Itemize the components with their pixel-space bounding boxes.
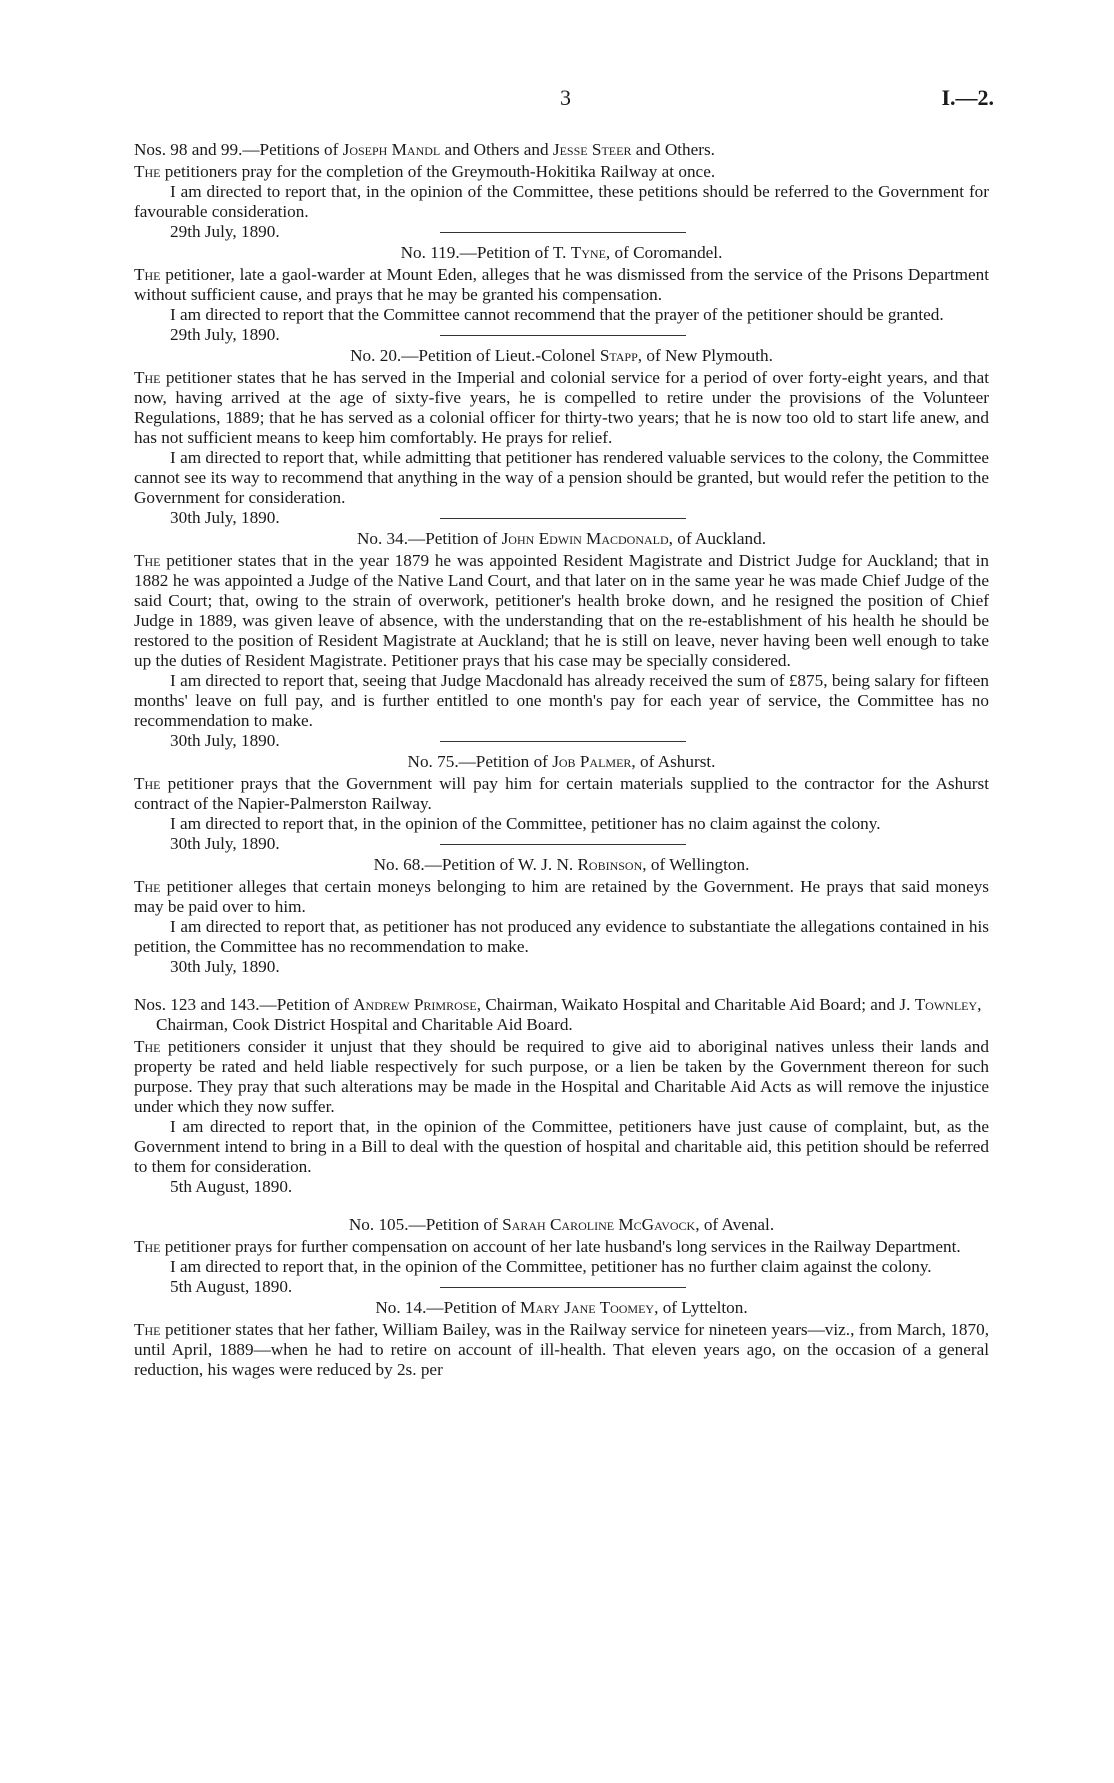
- title-text: , of Ashurst.: [631, 752, 716, 771]
- title-text: No. 34.—Petition of: [356, 529, 502, 548]
- petition-section: [134, 1298, 989, 1380]
- petition-statement: The petitioner states that her father, William Bailey, was in the Railway service for nineteen years—viz., from March, 1870, until April, 1889—when he had to retire on account of ill-health. That eleven years ago, on the occasion of a general reduction, his wages were reduced by 2s. per: [134, 1320, 989, 1379]
- petition-statement: The petitioners pray for the completion of the Greymouth-Hokitika Railway at once.: [134, 162, 716, 181]
- title-text: Nos. 98 and 99.—Petitions of: [134, 140, 343, 159]
- section-divider: [440, 518, 686, 519]
- section-divider: [440, 741, 686, 742]
- title-text: , of Avenal.: [695, 1215, 775, 1234]
- petition-section: [134, 529, 989, 751]
- title-text: No. 119.—Petition of T.: [400, 243, 571, 262]
- petition-statement: The petitioner states that he has served in the Imperial and colonial service for a period of over forty-eight years, and that now, having arrived at the age of sixty-five years, he is compelled to retire under the provisions of the Volunteer Regulations, 1889; that he has served as a colonial officer for thirty-two years; that he is now too old to start life anew, and has not sufficient means to keep him comfortably. He prays for relief.: [134, 368, 989, 447]
- petitioner-name: Robinson: [577, 855, 643, 874]
- petition-title: [134, 140, 989, 160]
- title-text: No. 14.—Petition of: [375, 1298, 520, 1317]
- committee-report: I am directed to report that, seeing that Judge Macdonald has already received the sum of £875, being salary for fifteen months' leave on full pay, and is further entitled to one month's pay for each year of service, the Committee has no recommendation to make.: [134, 671, 989, 730]
- title-text: , of New Plymouth.: [637, 346, 773, 365]
- petitioner-name: Townley: [914, 995, 978, 1014]
- petition-title: [134, 529, 989, 549]
- report-date: 30th July, 1890.: [170, 508, 280, 527]
- petitioner-name: Job Palmer: [552, 752, 632, 771]
- petition-section: [134, 855, 989, 977]
- committee-report: I am directed to report that, in the opinion of the Committee, petitioner has no claim against the colony.: [170, 814, 881, 833]
- title-text: No. 105.—Petition of: [348, 1215, 503, 1234]
- report-date: 5th August, 1890.: [170, 1177, 293, 1196]
- title-text: , Chairman, Cook District Hospital and Charitable Aid Board.: [156, 995, 982, 1034]
- petition-title: [134, 346, 989, 366]
- petition-title: [134, 995, 989, 1035]
- petition-statement: The petitioners consider it unjust that they should be required to give aid to aboriginal natives unless their lands and property be rated and held liable respectively for such purpose, or a lien be taken by the Government thereon for such purpose. They pray that such alterations may be made in the Hospital and Charitable Aid Acts as will remove the injustice under which they now suffer.: [134, 1037, 989, 1116]
- document-reference: I.—2.: [941, 85, 994, 110]
- report-date: 29th July, 1890.: [170, 222, 280, 241]
- petition-title: [134, 1215, 989, 1235]
- petitioner-name: Tyne: [570, 243, 606, 262]
- title-text: , of Wellington.: [642, 855, 750, 874]
- committee-report: I am directed to report that, while admitting that petitioner has rendered valuable services to the colony, the Committee cannot see its way to recommend that anything in the way of a pension should be granted, but would refer the petition to the Government for consideration.: [134, 448, 989, 507]
- petition-section: [134, 1215, 989, 1297]
- committee-report: I am directed to report that, in the opinion of the Committee, these petitions should be referred to the Government for favourable consideration.: [134, 182, 989, 221]
- section-divider: [440, 844, 686, 845]
- petitioner-name: Jesse Steer: [552, 140, 632, 159]
- petition-statement: The petitioner, late a gaol-warder at Mount Eden, alleges that he was dismissed from the service of the Prisons Department without sufficient cause, and prays that he may be granted his compensation.: [134, 265, 989, 304]
- section-gap: [134, 977, 989, 995]
- petition-section: [134, 140, 989, 242]
- report-date: 30th July, 1890.: [170, 731, 280, 750]
- title-text: No. 20.—Petition of Lieut.-Colonel: [350, 346, 600, 365]
- section-divider: [440, 232, 686, 233]
- petitions-column: [134, 140, 989, 1380]
- petition-statement: The petitioner prays for further compensation on account of her late husband's long services in the Railway Department.: [134, 1237, 961, 1256]
- petitioner-name: Mary Jane Toomey: [520, 1298, 655, 1317]
- title-text: , of Coromandel.: [605, 243, 723, 262]
- report-date: 30th July, 1890.: [170, 957, 280, 976]
- petition-statement: The petitioner prays that the Government will pay him for certain materials supplied to the contractor for the Ashurst contract of the Napier-Palmerston Railway.: [134, 774, 989, 813]
- page-header: [0, 85, 1114, 112]
- petition-statement: The petitioner states that in the year 1879 he was appointed Resident Magistrate and District Judge for Auckland; that in 1882 he was appointed a Judge of the Native Land Court, and that later on in the same year he was made Chief Judge of the said Court; that, owing to the strain of overwork, petitioner's health broke down, and he resigned the position of Chief Judge in 1889, was given leave of absence, with the understanding that on the re-establishment of his health he should be restored to the position of Resident Magistrate at Auckland; that he is still on leave, never having been well enough to take up the duties of Resident Magistrate. Petitioner prays that his case may be specially considered.: [134, 551, 989, 670]
- title-text: Nos. 123 and 143.—Petition of: [134, 995, 354, 1014]
- petitioner-name: John Edwin Macdonald: [501, 529, 669, 548]
- petition-section: [134, 995, 989, 1197]
- petition-title: [134, 855, 989, 875]
- title-text: , of Lyttelton.: [654, 1298, 748, 1317]
- petition-section: [134, 752, 989, 854]
- petitioner-name: Stapp: [599, 346, 638, 365]
- committee-report: I am directed to report that, as petitioner has not produced any evidence to substantiate the allegations contained in his petition, the Committee has no recommendation to make.: [134, 917, 989, 956]
- section-gap: [134, 1197, 989, 1215]
- report-date: 30th July, 1890.: [170, 834, 280, 853]
- petition-statement: The petitioner alleges that certain moneys belonging to him are retained by the Government. He prays that said moneys may be paid over to him.: [134, 877, 989, 916]
- petition-title: [134, 1298, 989, 1318]
- title-text: No. 68.—Petition of W. J. N.: [373, 855, 578, 874]
- committee-report: I am directed to report that, in the opinion of the Committee, petitioner has no further claim against the colony.: [170, 1257, 932, 1276]
- petition-title: [134, 752, 989, 772]
- title-text: and Others.: [631, 140, 715, 159]
- committee-report: I am directed to report that, in the opinion of the Committee, petitioners have just cause of complaint, but, as the Government intend to bring in a Bill to deal with the question of hospital and charitable aid, this petition should be referred to them for consideration.: [134, 1117, 989, 1176]
- petition-section: [134, 243, 989, 345]
- petition-section: [134, 346, 989, 528]
- section-divider: [440, 1287, 686, 1288]
- report-date: 5th August, 1890.: [170, 1277, 293, 1296]
- petitioner-name: Sarah Caroline McGavock: [502, 1215, 696, 1234]
- petitioner-name: Andrew Primrose: [353, 995, 477, 1014]
- title-text: , Chairman, Waikato Hospital and Charitable Aid Board; and J.: [476, 995, 915, 1014]
- report-date: 29th July, 1890.: [170, 325, 280, 344]
- title-text: , of Auckland.: [668, 529, 767, 548]
- title-text: and Others and: [440, 140, 553, 159]
- title-text: No. 75.—Petition of: [407, 752, 553, 771]
- page-number: 3: [560, 85, 571, 110]
- petition-title: [134, 243, 989, 263]
- section-divider: [440, 335, 686, 336]
- petitioner-name: Joseph Mandl: [342, 140, 441, 159]
- committee-report: I am directed to report that the Committee cannot recommend that the prayer of the petitioner should be granted.: [170, 305, 944, 324]
